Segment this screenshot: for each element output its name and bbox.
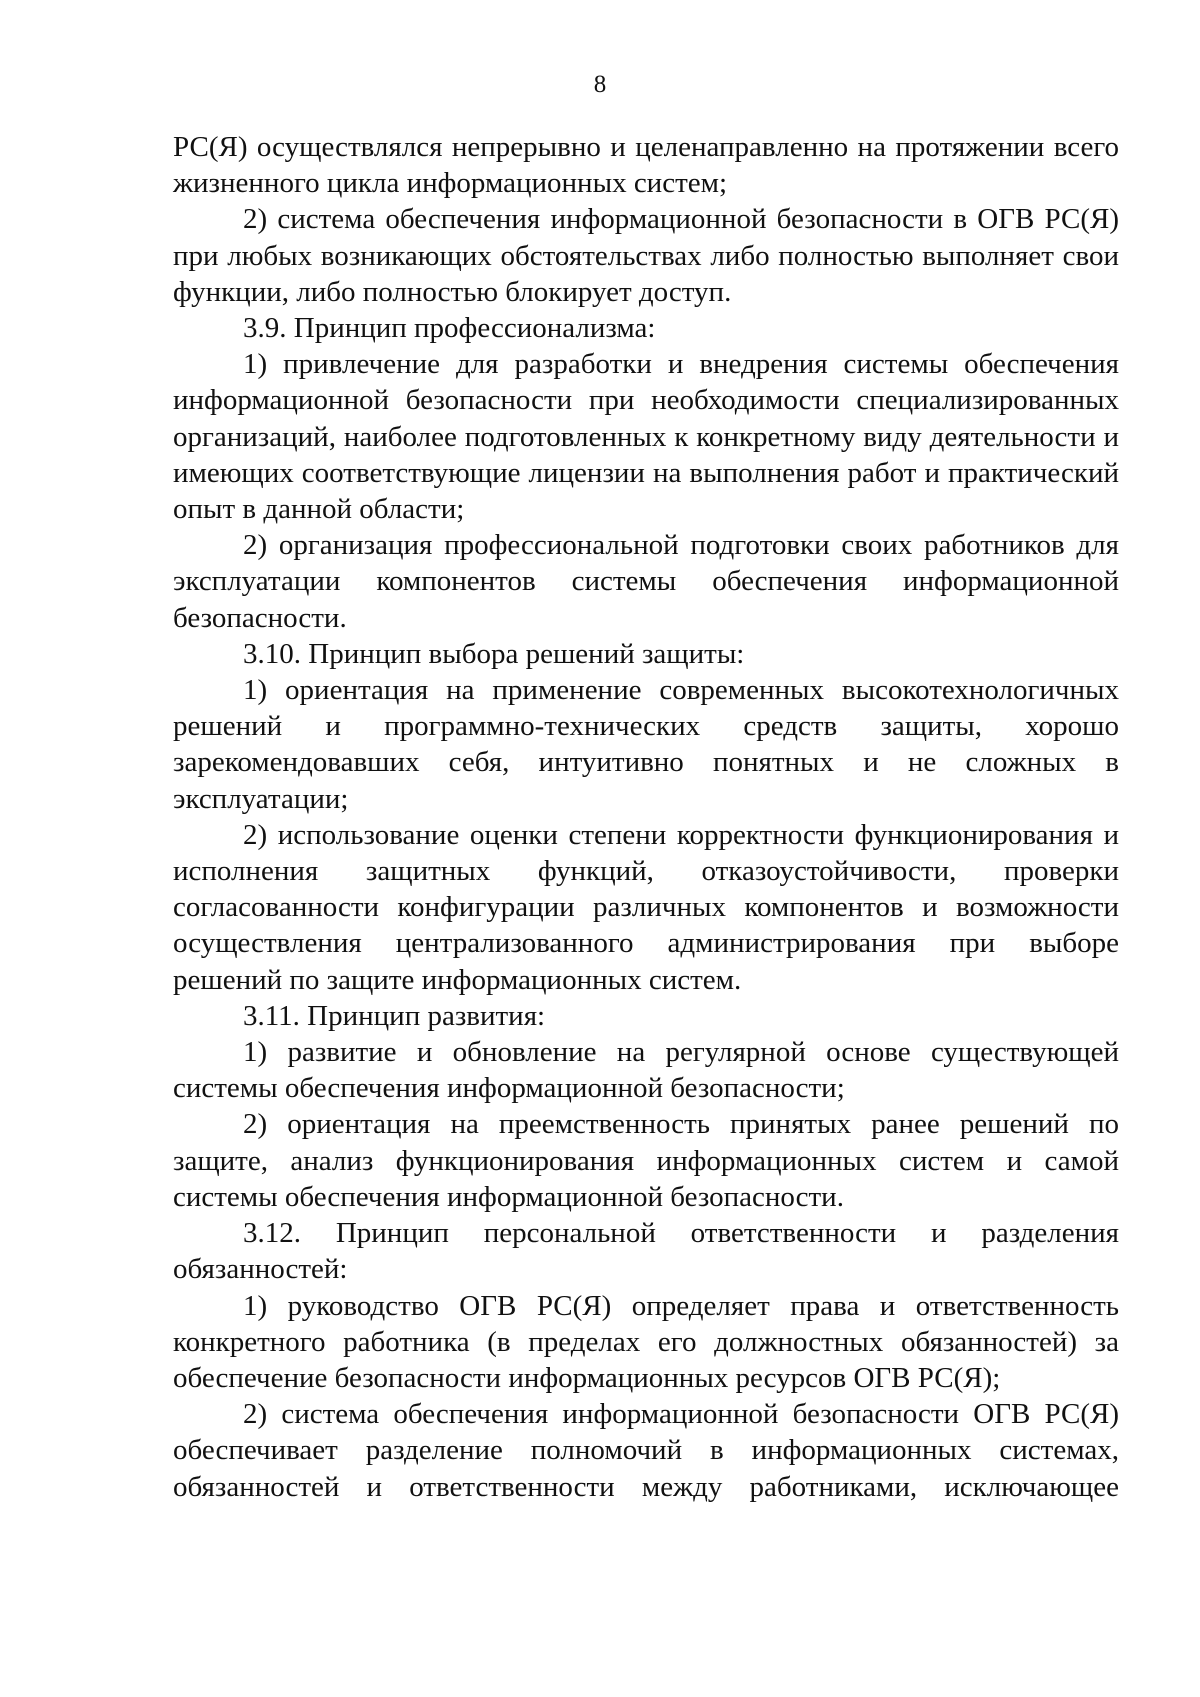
page-number: 8 (593, 71, 607, 98)
document-body (173, 129, 1119, 1505)
paragraph-item: 2) система обеспечения информационной безопасности в ОГВ РС(Я) при любых возникающих обстоятельствах либо полностью выполняет свои функции, либо полностью блокирует доступ. (173, 203, 1119, 308)
section-heading: 3.11. Принцип развития: (243, 999, 546, 1032)
section-heading: 3.10. Принцип выбора решений защиты: (243, 637, 745, 670)
paragraph-item: 2) система обеспечения информационной безопасности ОГВ РС(Я) обеспечивает разделение полномочий в информационных системах, обязанностей и ответственности между работниками, исключающее (173, 1398, 1119, 1503)
paragraph-item: 2) использование оценки степени корректности функционирования и исполнения защитных функций, отказоустойчивости, проверки согласованности конфигурации различных компонентов и возможности осуществления централизованного администрирования при выборе решений по защите информационных систем. (173, 818, 1119, 996)
paragraph-item: 2) организация профессиональной подготовки своих работников для эксплуатации компонентов системы обеспечения информационной безопасности. (173, 529, 1119, 634)
section-heading: 3.12. Принцип персональной ответственности и разделения обязанностей: (173, 1217, 1119, 1286)
paragraph-item: 1) развитие и обновление на регулярной основе существующей системы обеспечения информационной безопасности; (173, 1036, 1119, 1105)
paragraph-item: 1) привлечение для разработки и внедрения системы обеспечения информационной безопасности при необходимости специализированных организаций, наиболее подготовленных к конкретному виду деятельности и имеющих соответствующие лицензии на выполнения работ и практический опыт в данной области; (173, 348, 1119, 526)
paragraph-item: 1) ориентация на применение современных высокотехнологичных решений и программно-технических средств защиты, хорошо зарекомендовавших себя, интуитивно понятных и не сложных в эксплуатации; (173, 674, 1119, 815)
paragraph-item: 2) ориентация на преемственность принятых ранее решений по защите, анализ функционирования информационных систем и самой системы обеспечения информационной безопасности. (173, 1108, 1119, 1213)
section-heading: 3.9. Принцип профессионализма: (243, 312, 656, 345)
paragraph-continuation: РС(Я) осуществлялся непрерывно и целенаправленно на протяжении всего жизненного цикла информационных систем; (173, 131, 1119, 200)
paragraph-item: 1) руководство ОГВ РС(Я) определяет права и ответственность конкретного работника (в пределах его должностных обязанностей) за обеспечение безопасности информационных ресурсов ОГВ РС(Я); (173, 1289, 1119, 1394)
